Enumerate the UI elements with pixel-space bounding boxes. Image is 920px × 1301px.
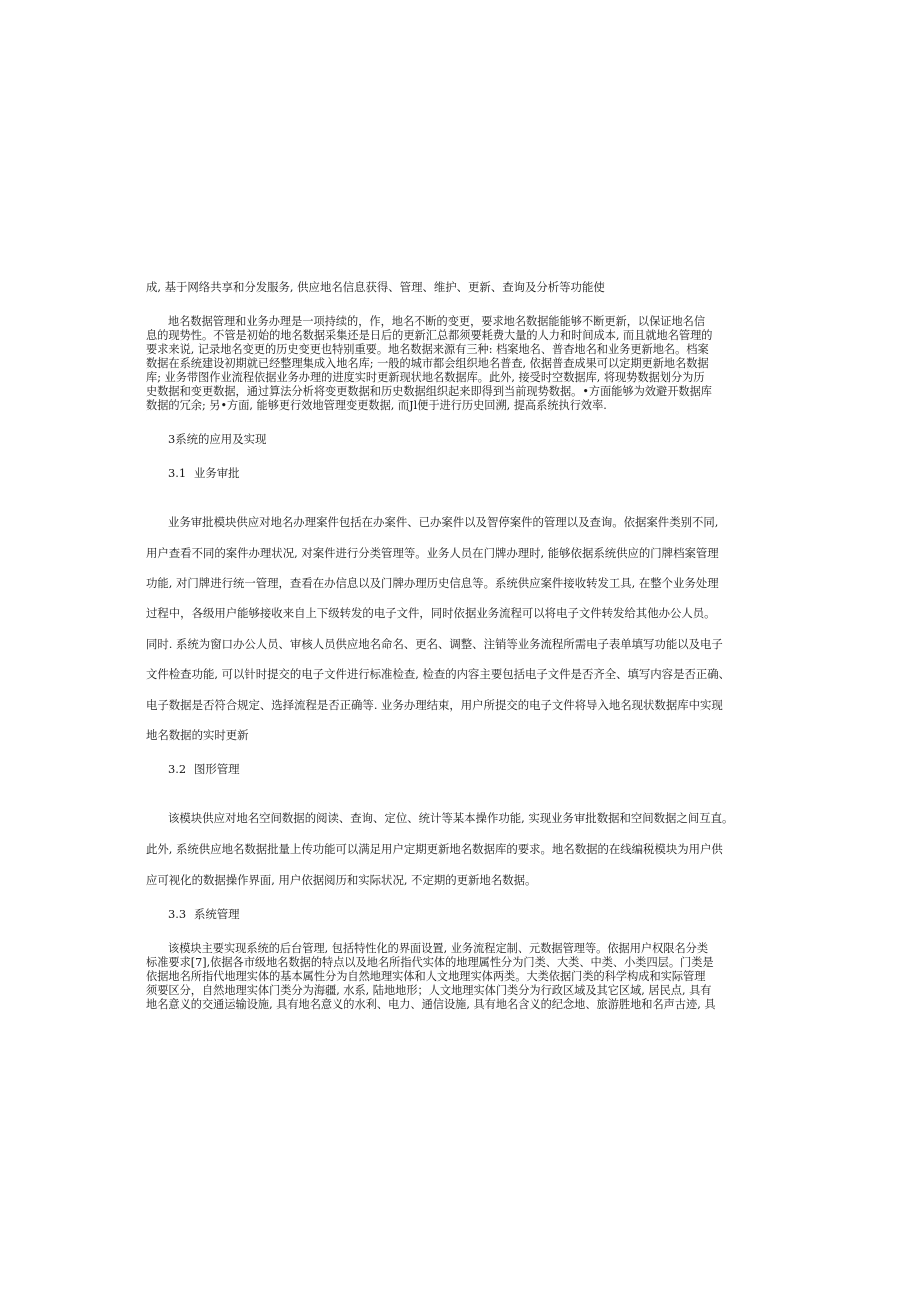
para4-line-2: 标准要求[7],依据各市级地名数据的特点以及地名所指代实体的地理属性分为门类、大类、中类、小类四层。门类是 xyxy=(146,956,714,969)
section-3-3-number: 3.3 xyxy=(168,907,187,921)
section-3-2-number: 3.2 xyxy=(168,762,187,776)
para2-line-7: 电子数据是否符合规定、选择流程是否正确等. 业务办理结束，用户所提交的电子文件将导入地名现状数据库中实现 xyxy=(146,698,723,712)
para4-line-1: 该模块主要实现系统的后台管理, 包括特性化的界面设置, 业务流程定制、元数据管理等。依据用户权限名分类 xyxy=(168,942,709,955)
para2-line-5: 同时. 系统为窗口办公人员、审核人员供应地名命名、更名、调整、注销等业务流程所需电子表单填写功能以及电子 xyxy=(146,637,723,651)
para4-line-5: 地名意义的交通运输设施, 具有地名意义的水利、电力、通信设施, 具有地名含义的纪念地、旅游胜地和名声古迹, 具 xyxy=(146,998,716,1011)
para2-line-6: 文件检查功能, 可以针时提交的电子文件进行标准检查, 检查的内容主要包括电子文件是否齐全、填写内容是否正确、 xyxy=(146,667,731,681)
intro-line: 成, 基于网络共享和分发服务, 供应地名信息获得、管理、维护、更新、查询及分析等功能使 xyxy=(146,280,605,294)
section-3-3-title: 系统管理 xyxy=(194,907,240,921)
para3-line-3: 应可视化的数据操作界面, 用户依据阅历和实际状况, 不定期的更新地名数据。 xyxy=(146,873,537,887)
para1-line-4: 数据在系统建设初期就已经整理集成入地名库; 一般的城市都会组织地名普查, 依据普查成果可以定期更新地名数据 xyxy=(146,357,709,370)
para2-line-8: 地名数据的实时更新 xyxy=(146,728,249,742)
para3-line-2: 此外, 系统供应地名数据批量上传功能可以满足用户定期更新地名数据库的要求。地名数据的在线编税模块为用户供 xyxy=(146,842,723,856)
para4-line-3: 依据地名所指代地理实体的基本属性分为自然地理实体和人文地理实体两类。大类依据门类的科学构成和实际管理 xyxy=(146,970,706,983)
para1-line-1: 地名数据管理和业务办理是一项持续的，作，地名不断的变更，要求地名数据能能够不断更新，以保证地名信 xyxy=(168,315,706,328)
para2-line-3: 功能, 对门牌进行统一管理，查看在办信息以及门牌办理历史信息等。系统供应案件接收转发工具, 在整个业务处理 xyxy=(146,576,719,590)
section-3-1-title: 业务审批 xyxy=(194,466,240,480)
section-3-2-title: 图形管理 xyxy=(194,762,240,776)
para2-line-4: 过程中，各级用户能够接收来自上下级转发的电子文件，同时依据业务流程可以将电子文件转发给其他办公人员。 xyxy=(146,606,716,620)
para3-line-1: 该模块供应对地名空间数据的阅读、查询、定位、统计等某本操作功能, 实现业务审批数据和空间数据之间互直。 xyxy=(168,811,734,825)
para1-line-2: 息的现势性。不管是初始的地名数据采集还是日后的更新汇总都须要耗费大量的人力和时间成本, 而且就地名管理的 xyxy=(146,329,713,342)
section-3-heading: 3系统的应用及实现 xyxy=(168,432,267,446)
para1-line-6: 史数据和变更数据，通过算法分析将变更数据和历史数据组织起来即得到当前现势数据。•方面能够为效避开数据库 xyxy=(146,385,712,398)
para2-line-2: 用户查看不同的案件办理状况, 对案件进行分类管理等。业务人员在门牌办理时, 能够依据系统供应的门牌档案管理 xyxy=(146,546,719,560)
para1-line-3: 要求来说, 记录地名变更的历史变更也特别重要。地名数据来源有三种: 档案地名、普杳地名和业务更新地名。档案 xyxy=(146,343,709,356)
para4-line-4: 须要区分，自然地理实体门类分为海疆, 水系, 陆地地形；人文地理实体门类分为行政区域及其它区域, 居民点, 具有 xyxy=(146,984,712,997)
para1-line-7: 数据的冗余; 另•方面, 能够更行效地管理变更数据, 而Jl便于进行历史回溯, 提高系统执行效率. xyxy=(146,399,607,412)
section-3-1-number: 3.1 xyxy=(168,466,187,480)
para2-line-1: 业务审批模块供应对地名办理案件包括在办案件、已办案件以及智停案件的管理以及查询。依据案件类别不同, xyxy=(168,515,719,529)
para1-line-5: 库; 业务带图作业流程依据业务办理的进度实时更新现状地名数据库。此外, 接受时空数据库, 将现势数据划分为历 xyxy=(146,371,705,384)
